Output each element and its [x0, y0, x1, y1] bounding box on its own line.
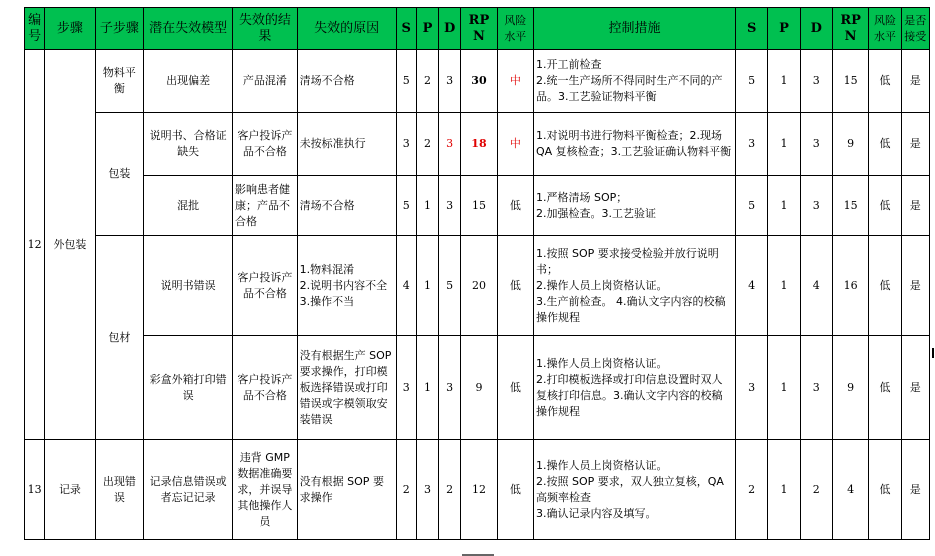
failure-effect-cell: 客户投诉产品不合格 [233, 113, 298, 176]
header-p: P [416, 8, 438, 50]
d-cell: 5 [439, 236, 461, 336]
d2-cell: 3 [800, 336, 832, 440]
s-cell: 5 [396, 50, 416, 113]
rpn-cell: 30 [461, 50, 497, 113]
fmea-table [24, 7, 930, 540]
header-no: 编号 [25, 8, 45, 50]
header-failure-cause: 失效的原因 [297, 8, 396, 50]
s2-cell: 2 [736, 440, 768, 540]
control-cell: 1.开工前检查 2.统一生产场所不得同时生产不同的产品。3.工艺验证物料平衡 [534, 50, 736, 113]
table-row [25, 440, 930, 540]
risk2-cell: 低 [869, 336, 901, 440]
failure-cause-cell: 未按标准执行 [297, 113, 396, 176]
accept-cell: 是 [901, 50, 929, 113]
header-risk: 风险水平 [497, 8, 533, 50]
table-row [25, 236, 930, 336]
p-cell: 2 [416, 113, 438, 176]
accept-cell: 是 [901, 176, 929, 236]
group-no: 13 [25, 440, 45, 540]
control-cell: 1.对说明书进行物料平衡检查；2.现场 QA 复核检查；3.工艺验证确认物料平衡 [534, 113, 736, 176]
d-cell: 2 [439, 440, 461, 540]
header-risk2: 风险水平 [869, 8, 901, 50]
failure-effect-cell: 客户投诉产品不合格 [233, 336, 298, 440]
risk2-cell: 低 [869, 176, 901, 236]
control-cell: 1.按照 SOP 要求接受检验并放行说明书； 2.操作人员上岗资格认证。 3.生产前检查。 4.确认文字内容的校稿操作规程 [534, 236, 736, 336]
failure-cause-cell: 没有根据生产 SOP 要求操作，打印模板选择错误或打印错误或字模领取安装错误 [297, 336, 396, 440]
p2-cell: 1 [768, 50, 800, 113]
risk2-cell: 低 [869, 113, 901, 176]
failure-mode-cell: 出现偏差 [144, 50, 233, 113]
risk-cell: 中 [497, 50, 533, 113]
rpn2-cell: 9 [832, 336, 868, 440]
risk2-cell: 低 [869, 236, 901, 336]
s2-cell: 3 [736, 113, 768, 176]
p-cell: 2 [416, 50, 438, 113]
s-cell: 5 [396, 176, 416, 236]
group-step: 外包装 [45, 50, 96, 440]
risk-cell: 低 [497, 236, 533, 336]
failure-mode-cell: 记录信息错误或者忘记记录 [144, 440, 233, 540]
group-step: 记录 [45, 440, 96, 540]
d2-cell: 4 [800, 236, 832, 336]
header-d2: D [800, 8, 832, 50]
failure-mode-cell: 彩盒外箱打印错误 [144, 336, 233, 440]
s2-cell: 5 [736, 50, 768, 113]
group-no: 12 [25, 50, 45, 440]
rpn2-cell: 4 [832, 440, 868, 540]
p2-cell: 1 [768, 236, 800, 336]
header-step: 步骤 [45, 8, 96, 50]
header-failure-effect: 失效的结果 [233, 8, 298, 50]
edge-marker [932, 348, 934, 358]
d2-cell: 3 [800, 113, 832, 176]
substep-cell: 包材 [95, 236, 143, 440]
s-cell: 3 [396, 113, 416, 176]
rpn2-cell: 15 [832, 50, 868, 113]
s-cell: 4 [396, 236, 416, 336]
header-rpn2: RPN [832, 8, 868, 50]
p2-cell: 1 [768, 176, 800, 236]
risk-cell: 低 [497, 176, 533, 236]
accept-cell: 是 [901, 336, 929, 440]
control-cell: 1.严格清场 SOP； 2.加强检查。3.工艺验证 [534, 176, 736, 236]
failure-mode-cell: 说明书错误 [144, 236, 233, 336]
header-row [25, 8, 930, 50]
p-cell: 3 [416, 440, 438, 540]
d-cell: 3 [439, 176, 461, 236]
failure-effect-cell: 客户投诉产品不合格 [233, 236, 298, 336]
d2-cell: 3 [800, 50, 832, 113]
p-cell: 1 [416, 176, 438, 236]
p2-cell: 1 [768, 113, 800, 176]
header-s2: S [736, 8, 768, 50]
header-rpn: RPN [461, 8, 497, 50]
header-accept: 是否接受 [901, 8, 929, 50]
substep-cell: 出现错误 [95, 440, 143, 540]
control-cell: 1.操作人员上岗资格认证。 2.打印模板选择或打印信息设置时双人复核打印信息。3.确认文字内容的校稿操作规程 [534, 336, 736, 440]
failure-effect-cell: 产品混淆 [233, 50, 298, 113]
p2-cell: 1 [768, 336, 800, 440]
p2-cell: 1 [768, 440, 800, 540]
rpn-cell: 20 [461, 236, 497, 336]
header-failure-mode: 潜在失效模型 [144, 8, 233, 50]
p-cell: 1 [416, 336, 438, 440]
failure-effect-cell: 影响患者健康；产品不合格 [233, 176, 298, 236]
failure-cause-cell: 1.物料混淆 2.说明书内容不全 3.操作不当 [297, 236, 396, 336]
risk-cell: 中 [497, 113, 533, 176]
table-row [25, 336, 930, 440]
rpn-cell: 18 [461, 113, 497, 176]
s2-cell: 4 [736, 236, 768, 336]
rpn-cell: 12 [461, 440, 497, 540]
failure-cause-cell: 清场不合格 [297, 50, 396, 113]
d-cell: 3 [439, 50, 461, 113]
risk2-cell: 低 [869, 50, 901, 113]
failure-mode-cell: 混批 [144, 176, 233, 236]
substep-cell: 包装 [95, 113, 143, 236]
d2-cell: 3 [800, 176, 832, 236]
failure-effect-cell: 违背 GMP 数据准确要求，并误导其他操作人员 [233, 440, 298, 540]
s2-cell: 3 [736, 336, 768, 440]
substep-cell: 物料平衡 [95, 50, 143, 113]
header-s: S [396, 8, 416, 50]
header-d: D [439, 8, 461, 50]
header-p2: P [768, 8, 800, 50]
rpn2-cell: 15 [832, 176, 868, 236]
failure-cause-cell: 没有根据 SOP 要求操作 [297, 440, 396, 540]
accept-cell: 是 [901, 440, 929, 540]
risk-cell: 低 [497, 336, 533, 440]
rpn2-cell: 9 [832, 113, 868, 176]
header-substep: 子步骤 [95, 8, 143, 50]
rpn2-cell: 16 [832, 236, 868, 336]
failure-mode-cell: 说明书、合格证缺失 [144, 113, 233, 176]
s-cell: 2 [396, 440, 416, 540]
table-row [25, 113, 930, 176]
s2-cell: 5 [736, 176, 768, 236]
d-cell: 3 [439, 336, 461, 440]
risk-cell: 低 [497, 440, 533, 540]
s-cell: 3 [396, 336, 416, 440]
accept-cell: 是 [901, 236, 929, 336]
p-cell: 1 [416, 236, 438, 336]
risk2-cell: 低 [869, 440, 901, 540]
table-row [25, 176, 930, 236]
rpn-cell: 15 [461, 176, 497, 236]
d2-cell: 2 [800, 440, 832, 540]
table-row [25, 50, 930, 113]
failure-cause-cell: 清场不合格 [297, 176, 396, 236]
d-cell: 3 [439, 113, 461, 176]
accept-cell: 是 [901, 113, 929, 176]
control-cell: 1.操作人员上岗资格认证。 2.按照 SOP 要求，双人独立复核，QA 高频率检查 3.确认记录内容及填写。 [534, 440, 736, 540]
header-control: 控制措施 [534, 8, 736, 50]
rpn-cell: 9 [461, 336, 497, 440]
